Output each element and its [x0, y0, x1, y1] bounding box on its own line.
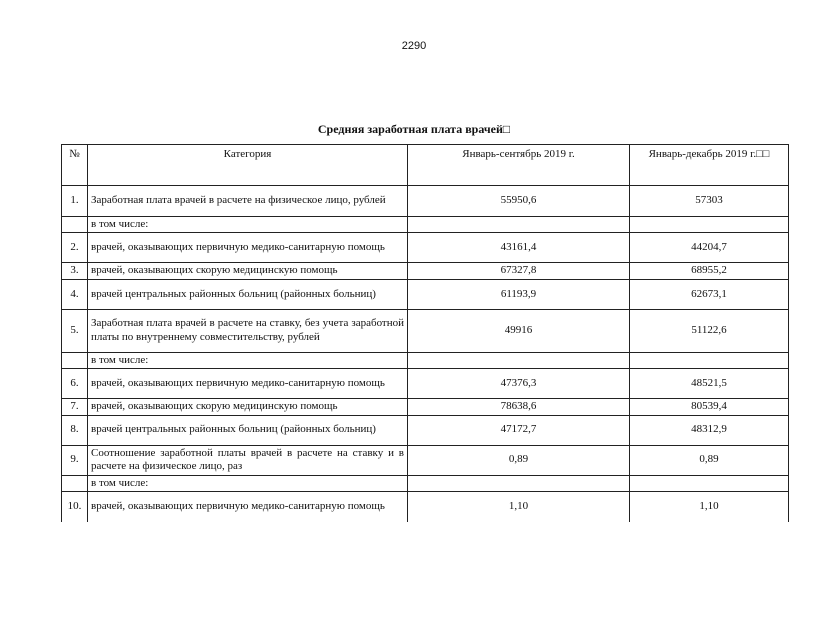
row-value-jan-sep: 1,10	[408, 492, 630, 522]
row-number: 1.	[62, 186, 88, 217]
row-category: врачей центральных районных больниц (районных больниц)	[88, 415, 408, 445]
row-category: врачей, оказывающих первичную медико-санитарную помощь	[88, 369, 408, 399]
table-row	[62, 492, 789, 522]
row-value-jan-dec: 80539,4	[630, 399, 789, 415]
table-row	[62, 445, 789, 475]
header-jan-dec: Январь-декабрь 2019 г.□□	[630, 145, 789, 186]
table-row	[62, 263, 789, 279]
table-row	[62, 352, 789, 368]
row-value-jan-dec: 62673,1	[630, 279, 789, 309]
row-category: врачей, оказывающих первичную медико-санитарную помощь	[88, 233, 408, 263]
row-value-jan-dec: 57303	[630, 186, 789, 217]
table-row	[62, 186, 789, 217]
table-row	[62, 217, 789, 233]
header-jan-sep: Январь-сентябрь 2019 г.	[408, 145, 630, 186]
row-category: врачей, оказывающих первичную медико-санитарную помощь	[88, 492, 408, 522]
table-row	[62, 309, 789, 352]
row-number: 10.	[62, 492, 88, 522]
row-value-jan-dec: 1,10	[630, 492, 789, 522]
row-category: Соотношение заработной платы врачей в расчете на ставку и в расчете на физическое лицо, раз	[88, 445, 408, 475]
row-value-jan-dec: 0,89	[630, 445, 789, 475]
row-number: 2.	[62, 233, 88, 263]
table-row	[62, 233, 789, 263]
row-value-jan-sep: 43161,4	[408, 233, 630, 263]
table-row	[62, 399, 789, 415]
row-value-jan-sep: 55950,6	[408, 186, 630, 217]
row-value-jan-sep: 67327,8	[408, 263, 630, 279]
row-value-jan-dec: 44204,7	[630, 233, 789, 263]
table-row	[62, 415, 789, 445]
row-value-jan-sep: 49916	[408, 309, 630, 352]
row-value-jan-dec: 48312,9	[630, 415, 789, 445]
row-value-jan-dec	[630, 217, 789, 233]
row-number	[62, 475, 88, 491]
table-header-row	[62, 145, 789, 186]
row-number	[62, 352, 88, 368]
row-value-jan-dec: 51122,6	[630, 309, 789, 352]
row-value-jan-sep: 47376,3	[408, 369, 630, 399]
row-category: Заработная плата врачей в расчете на ставку, без учета заработной платы по внутреннему совместительству, рублей	[88, 309, 408, 352]
row-category: врачей центральных районных больниц (районных больниц)	[88, 279, 408, 309]
row-number: 4.	[62, 279, 88, 309]
table-row	[62, 369, 789, 399]
row-number: 5.	[62, 309, 88, 352]
row-value-jan-sep: 78638,6	[408, 399, 630, 415]
row-category: врачей, оказывающих скорую медицинскую помощь	[88, 399, 408, 415]
table-row	[62, 279, 789, 309]
document-title: Средняя заработная плата врачей□	[317, 122, 511, 136]
header-category: Категория	[88, 145, 408, 186]
header-number: №	[62, 145, 88, 186]
row-number: 9.	[62, 445, 88, 475]
row-value-jan-sep: 0,89	[408, 445, 630, 475]
row-number	[62, 217, 88, 233]
salary-table	[61, 144, 789, 522]
row-category: врачей, оказывающих скорую медицинскую помощь	[88, 263, 408, 279]
row-value-jan-sep	[408, 217, 630, 233]
row-number: 8.	[62, 415, 88, 445]
row-value-jan-sep: 47172,7	[408, 415, 630, 445]
row-value-jan-dec: 68955,2	[630, 263, 789, 279]
page-number: 2290	[401, 40, 427, 52]
table-row	[62, 475, 789, 491]
row-category: в том числе:	[88, 217, 408, 233]
row-value-jan-sep	[408, 352, 630, 368]
row-value-jan-sep: 61193,9	[408, 279, 630, 309]
row-number: 6.	[62, 369, 88, 399]
row-value-jan-dec	[630, 352, 789, 368]
row-value-jan-dec	[630, 475, 789, 491]
row-value-jan-sep	[408, 475, 630, 491]
row-category: в том числе:	[88, 475, 408, 491]
row-number: 3.	[62, 263, 88, 279]
row-number: 7.	[62, 399, 88, 415]
row-category: Заработная плата врачей в расчете на физическое лицо, рублей	[88, 186, 408, 217]
row-category: в том числе:	[88, 352, 408, 368]
row-value-jan-dec: 48521,5	[630, 369, 789, 399]
